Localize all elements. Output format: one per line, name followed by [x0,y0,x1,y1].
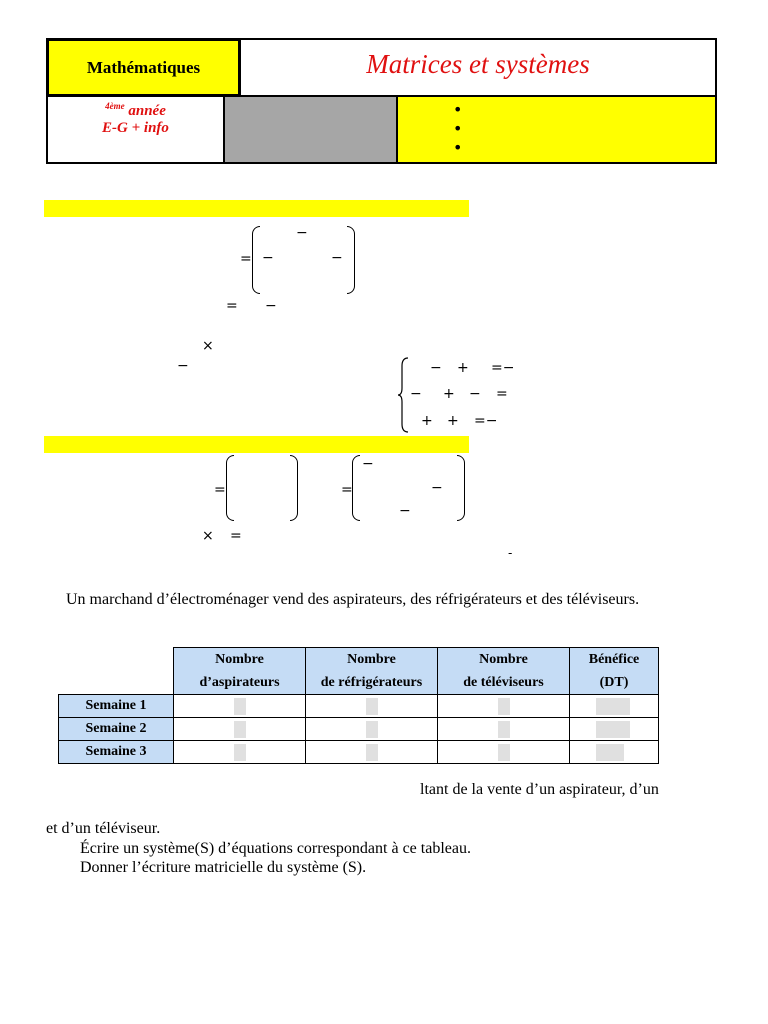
matrix-c-minus-3: − [399,503,411,519]
table-cell [570,741,659,764]
row-label-semaine-3: Semaine 3 [59,741,174,764]
system-3-eq: =− [474,413,498,429]
matrix-c-minus-2: − [431,480,443,496]
matrix-b-right-bracket [290,455,298,521]
header-refrigerateurs: Nombre de réfrigérateurs [306,648,438,695]
matrix-a-minus-1: − [296,225,308,241]
table-cell [174,695,306,718]
matrix-c-right-bracket [457,455,465,521]
table-cell [306,718,438,741]
equation-minus: − [265,298,277,314]
gray-panel [225,97,396,164]
exercise-2-bar [44,436,469,453]
header-aspirateurs: Nombre d’aspirateurs [174,648,306,695]
table-cell [438,718,570,741]
matrix-c-left-bracket [352,455,360,521]
table-cell [570,718,659,741]
system-brace [396,356,410,434]
table-cell [306,695,438,718]
equation-equals: = [226,298,238,314]
system-2-eq: = [496,386,508,402]
matrix-a-right-bracket [347,226,355,294]
header [46,38,717,164]
system-1-minus: − [430,360,442,376]
question-1: Écrire un système(S) d’équations correspondant à ce tableau. [80,840,471,857]
times-symbol-1: × [202,338,214,354]
table-cell [438,741,570,764]
bullet-2: • [453,119,463,138]
problem-continuation: et d’un téléviseur. [46,820,161,837]
times-symbol-2: × [202,528,214,544]
table-cell [438,695,570,718]
table-cell [174,741,306,764]
header-televiseurs: Nombre de téléviseurs [438,648,570,695]
row-label-semaine-1: Semaine 1 [59,695,174,718]
table-cell [570,695,659,718]
class-info [46,97,225,164]
matrix-a-left-bracket [252,226,260,294]
exercise-1-bar [44,200,469,217]
class-level: 4ème [105,101,125,111]
table-row [59,741,659,764]
sales-table [58,647,659,764]
header-benefice: Bénéfice (DT) [570,648,659,695]
document-title [241,38,717,97]
system-1-eq: =− [491,360,515,376]
class-section: E-G + info [102,120,169,136]
system-2-minus-b: − [469,386,481,402]
system-3-plus-a: + [421,413,433,429]
table-cell [306,741,438,764]
subject-text: Mathématiques [86,57,201,77]
system-1-plus: + [457,360,469,376]
table-corner [59,648,174,695]
subject-label [46,38,241,97]
matrix-b-left-bracket [226,455,234,521]
bullet-3: • [453,138,463,157]
problem-intro: Un marchand d’électroménager vend des aspirateurs, des réfrigérateurs et des téléviseurs. [66,591,640,608]
matrix-a-minus-3: − [331,250,343,266]
table-row [59,718,659,741]
question-2: Donner l’écriture matricielle du système (S). [80,859,367,876]
minus-symbol-1: − [177,358,189,374]
system-2-minus-a: − [410,386,422,402]
matrix-b-equals: = [214,482,226,498]
matrix-c-equals: = [341,482,353,498]
title-text: Matrices et systèmes [366,49,590,79]
product-equals: = [230,528,242,544]
matrix-a-equals: = [240,251,252,267]
class-annee: année [128,103,166,119]
row-label-semaine-2: Semaine 2 [59,718,174,741]
matrix-a-minus-2: − [262,250,274,266]
bullet-1: • [453,100,463,119]
table-cell [174,718,306,741]
objectives-panel [396,97,717,164]
system-2-plus: + [443,386,455,402]
problem-fragment: ltant de la vente d’un aspirateur, d’un [420,781,659,798]
system-3-plus-b: + [447,413,459,429]
table-row [59,695,659,718]
small-minus: - [508,546,513,560]
matrix-c-minus-1: − [362,456,374,472]
